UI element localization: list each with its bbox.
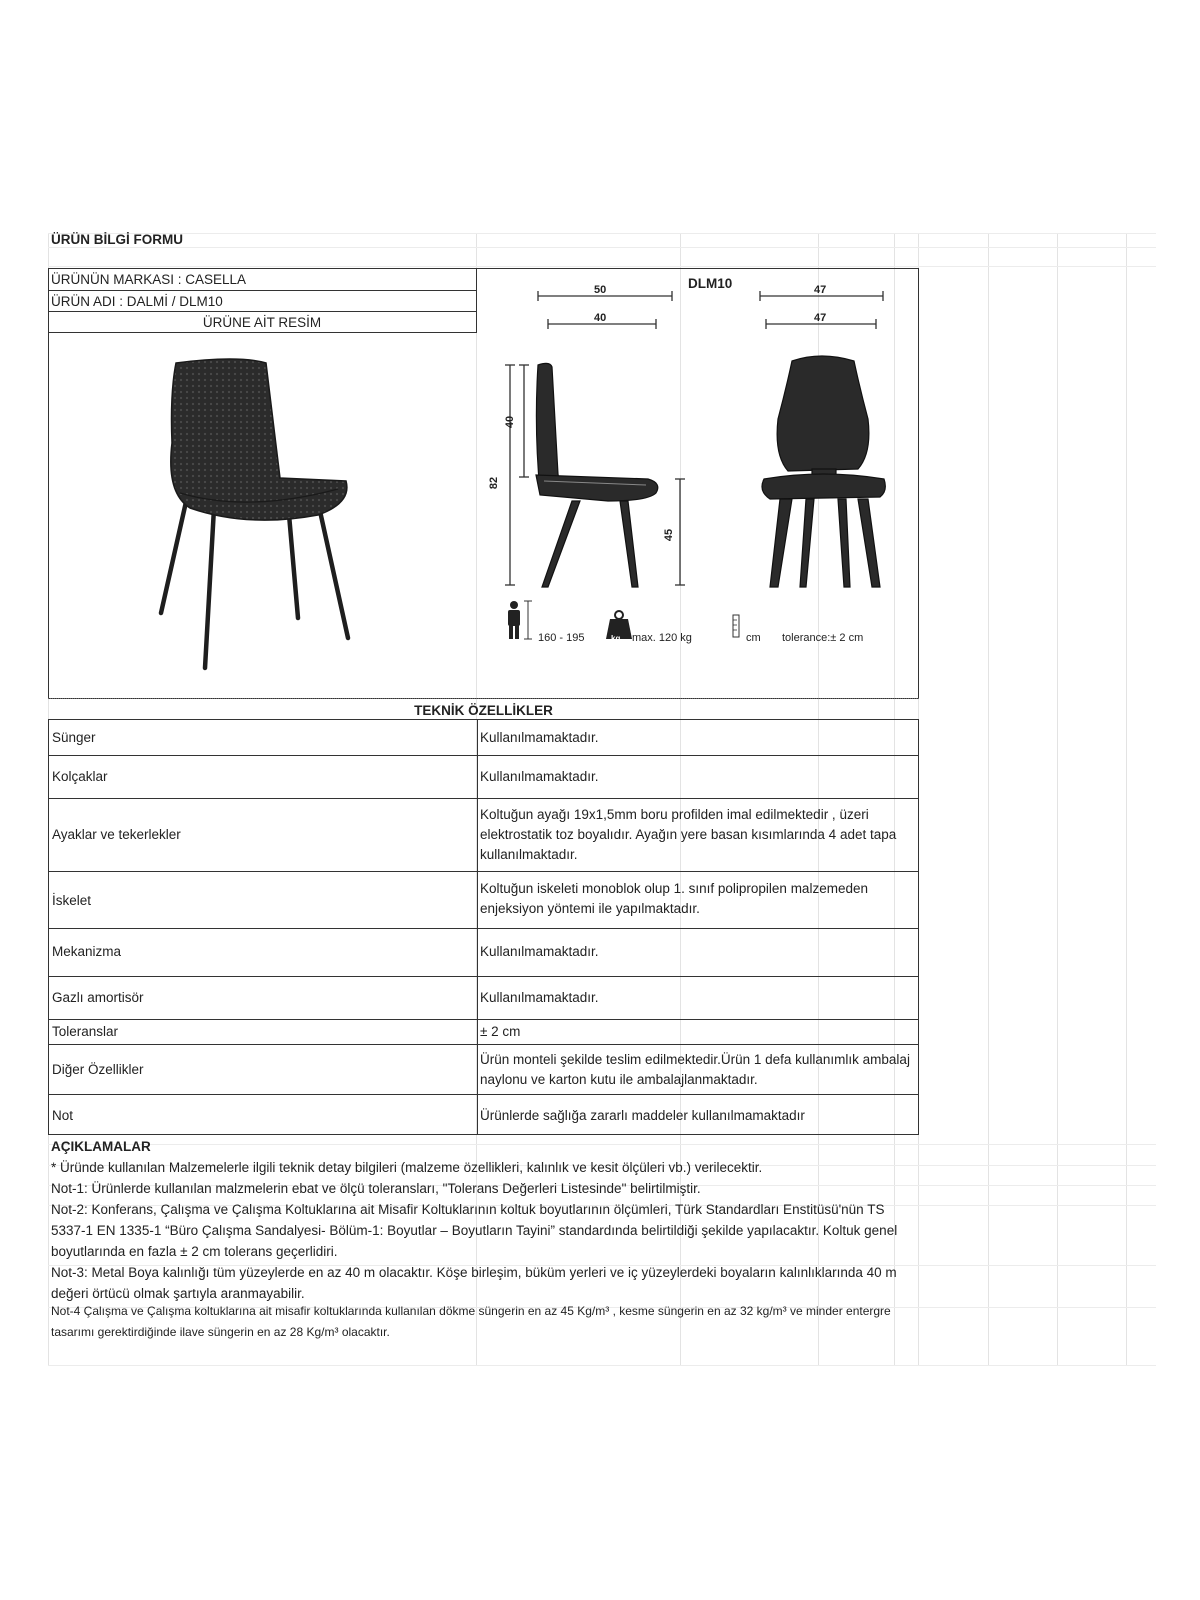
table-row [49, 756, 919, 799]
spec-label: Sünger [52, 730, 96, 745]
dim-top-left-inner: 40 [594, 312, 607, 324]
note-item: * Üründe kullanılan Malzemelerle ilgili teknik detay bilgileri (malzeme özellikleri, kalınlık ve kesit ölçüleri vb.) verilecektir. [51, 1160, 763, 1175]
dim-total-height: 82 [488, 476, 501, 490]
spec-label: Toleranslar [52, 1024, 119, 1039]
specs-title: TEKNİK ÖZELLİKLER [414, 703, 553, 718]
spec-label: Ayaklar ve tekerlekler [52, 827, 181, 842]
notes-title: AÇIKLAMALAR [51, 1139, 151, 1154]
table-row [49, 1020, 919, 1045]
note-item: Not-2: Konferans, Çalışma ve Çalışma Koltuklarına ait Misafir Koltuklarının koltuk boyutlarının ölçümleri, Türk Standardları Enstitüsü'nün TS 5337-1 EN 1335-1 “Büro Çalışma Sandalyesi- Bölüm-1: Boyutlar – Boyutların Tayini” standardında belirtildiği şekilde yapılacaktır. Koltuk genel boyutlarında en fazla ± 2 cm tolerans geçerlidiri. [51, 1202, 898, 1259]
spec-value: Kullanılmamaktadır. [480, 944, 599, 959]
spec-value: Koltuğun ayağı 19x1,5mm boru profilden imal edilmektedir , üzeri elektrostatik toz boyalıdır. Ayağın yere basan kısımlarında 4 adet tapa kullanılmaktadır. [480, 807, 897, 862]
spec-value: ± 2 cm [480, 1024, 521, 1039]
dim-top-right-outer: 47 [814, 284, 827, 296]
spec-value: Kullanılmamaktadır. [480, 990, 599, 1005]
spec-label: Mekanizma [52, 944, 122, 959]
diagram-model: DLM10 [688, 276, 733, 291]
spec-value: Ürünlerde sağlığa zararlı maddeler kullanılmamaktadır [480, 1108, 805, 1123]
spec-value: Kullanılmamaktadır. [480, 730, 599, 745]
table-row [49, 1045, 919, 1095]
form-title: ÜRÜN BİLGİ FORMU [51, 232, 183, 247]
dim-top-right-inner: 47 [814, 312, 827, 324]
note-item: Not-4 Çalışma ve Çalışma koltuklarına ait misafir koltuklarında kullanılan dökme süngerin en az 45 Kg/m³ , kesme süngerin en az 32 kg/m³ ve minder entergre tasarımı gerektirdiğinde ilave süngerin en az 28 Kg/m³ olacaktır. [51, 1304, 891, 1339]
table-row [49, 720, 919, 756]
spec-value: Kullanılmamaktadır. [480, 769, 599, 784]
user-height: 160 - 195 [538, 632, 585, 644]
unit-label: cm [746, 632, 761, 644]
table-row [49, 1095, 919, 1135]
kg-label: kg [611, 634, 621, 643]
table-row [49, 929, 919, 977]
dim-top-left-outer: 50 [594, 284, 607, 296]
spec-sheet [48, 233, 1156, 1366]
table-row [49, 799, 919, 872]
specs-table [48, 719, 919, 1135]
spec-label: Not [52, 1108, 74, 1123]
note-item: Not-3: Metal Boya kalınlığı tüm yüzeylerde en az 40 m olacaktır. Köşe birleşim, büküm yerleri ve iç yüzeylerdeki boyaların kalınlıklarında 40 m değeri örtücü olmak şartıyla aranmayabilir. [51, 1265, 897, 1301]
spec-label: Diğer Özellikler [52, 1062, 144, 1077]
max-load: max. 120 kg [632, 632, 692, 644]
note-item: Not-1: Ürünlerde kullanılan malzmelerin ebat ve ölçü toleransları, "Tolerans Değerleri Listesinde" belirtilmiştir. [51, 1181, 701, 1196]
spec-label: Kolçaklar [52, 769, 108, 784]
spec-label: İskelet [52, 893, 92, 908]
image-label: ÜRÜNE AİT RESİM [202, 315, 322, 330]
table-row [49, 872, 919, 929]
dim-seat-height: 45 [663, 528, 676, 542]
spec-value: Koltuğun iskeleti monoblok olup 1. sınıf polipropilen malzemeden enjeksiyon yöntemi ile yapılmaktadır. [480, 881, 868, 916]
spec-label: Gazlı amortisör [52, 990, 144, 1005]
product-name-line: ÜRÜN ADI : DALMİ / DLM10 [51, 294, 223, 309]
brand-line: ÜRÜNÜN MARKASI : CASELLA [51, 272, 247, 287]
dim-back-height: 40 [504, 415, 517, 429]
table-row [49, 977, 919, 1020]
ruler-icon [733, 615, 739, 637]
spec-value: Ürün monteli şekilde teslim edilmektedir.Ürün 1 defa kullanımlık ambalaj naylonu ve karton kutu ile ambalajlanmaktadır. [480, 1052, 910, 1087]
tolerance-label: tolerance:± 2 cm [782, 632, 864, 644]
chair-photo [148, 353, 368, 683]
